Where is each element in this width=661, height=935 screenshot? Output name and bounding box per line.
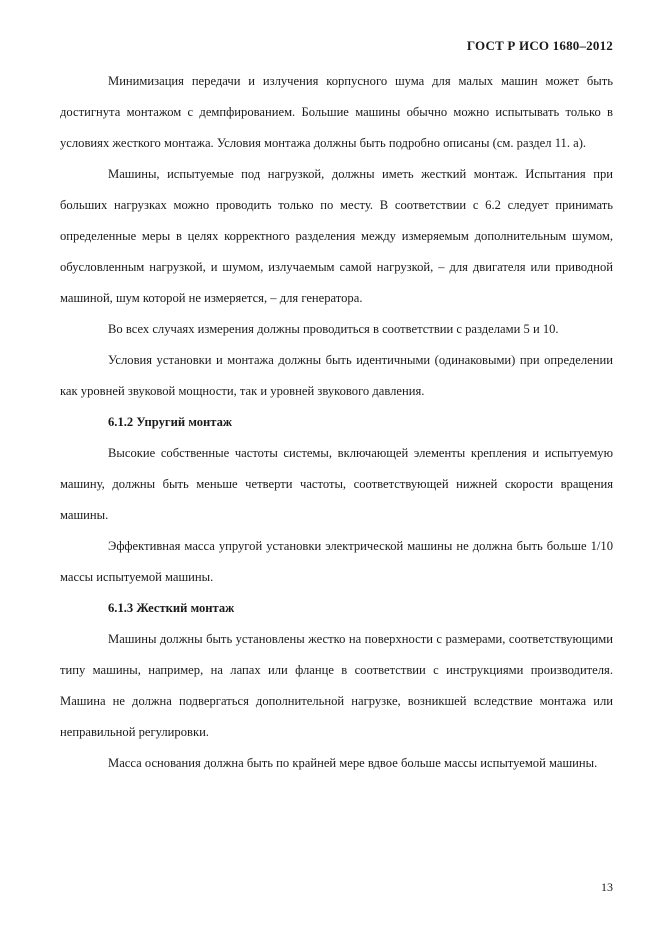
paragraph: Масса основания должна быть по крайней мере вдвое больше массы испытуемой машины.: [108, 756, 598, 770]
paragraph: Во всех случаях измерения должны проводиться в соответствии с разделами 5 и 10.: [108, 322, 559, 336]
paragraph: Машины, испытуемые под нагрузкой, должны иметь жесткий монтаж. Испытания при больших нагрузках можно проводить только по месту. В соответствии с 6.2 следует принимать определенные меры в целях корректного разделения между измеряемым дополнительным шумом, обусловленным нагрузкой, и шумом, излучаемым самой нагрузкой, – для двигателя или приводной машиной, шум которой не измеряется, – для генератора.: [60, 167, 613, 305]
section-heading-612: 6.1.2 Упругий монтаж: [108, 415, 233, 429]
page-number: 13: [601, 880, 613, 894]
document-body: [60, 66, 613, 779]
document-header: ГОСТ Р ИСО 1680–2012: [466, 38, 613, 53]
paragraph: Машины должны быть установлены жестко на поверхности с размерами, соответствующими типу машины, например, на лапах или фланце в соответствии с инструкциями производителя. Машина не должна подвергаться дополнительной нагрузке, возникшей вследствие монтажа или неправильной регулировки.: [60, 632, 613, 739]
paragraph: Эффективная масса упругой установки электрической машины не должна быть больше 1/10 массы испытуемой машины.: [60, 539, 613, 584]
paragraph: Высокие собственные частоты системы, включающей элементы крепления и испытуемую машину, должны быть меньше четверти частоты, соответствующей нижней скорости вращения машины.: [60, 446, 613, 522]
paragraph: Условия установки и монтажа должны быть идентичными (одинаковыми) при определении как уровней звуковой мощности, так и уровней звукового давления.: [60, 353, 613, 398]
section-heading-613: 6.1.3 Жесткий монтаж: [108, 601, 235, 615]
paragraph: Минимизация передачи и излучения корпусного шума для малых машин может быть достигнута монтажом с демпфированием. Большие машины обычно можно испытывать только в условиях жесткого монтажа. Условия монтажа должны быть подробно описаны (см. раздел 11. а).: [60, 74, 613, 150]
